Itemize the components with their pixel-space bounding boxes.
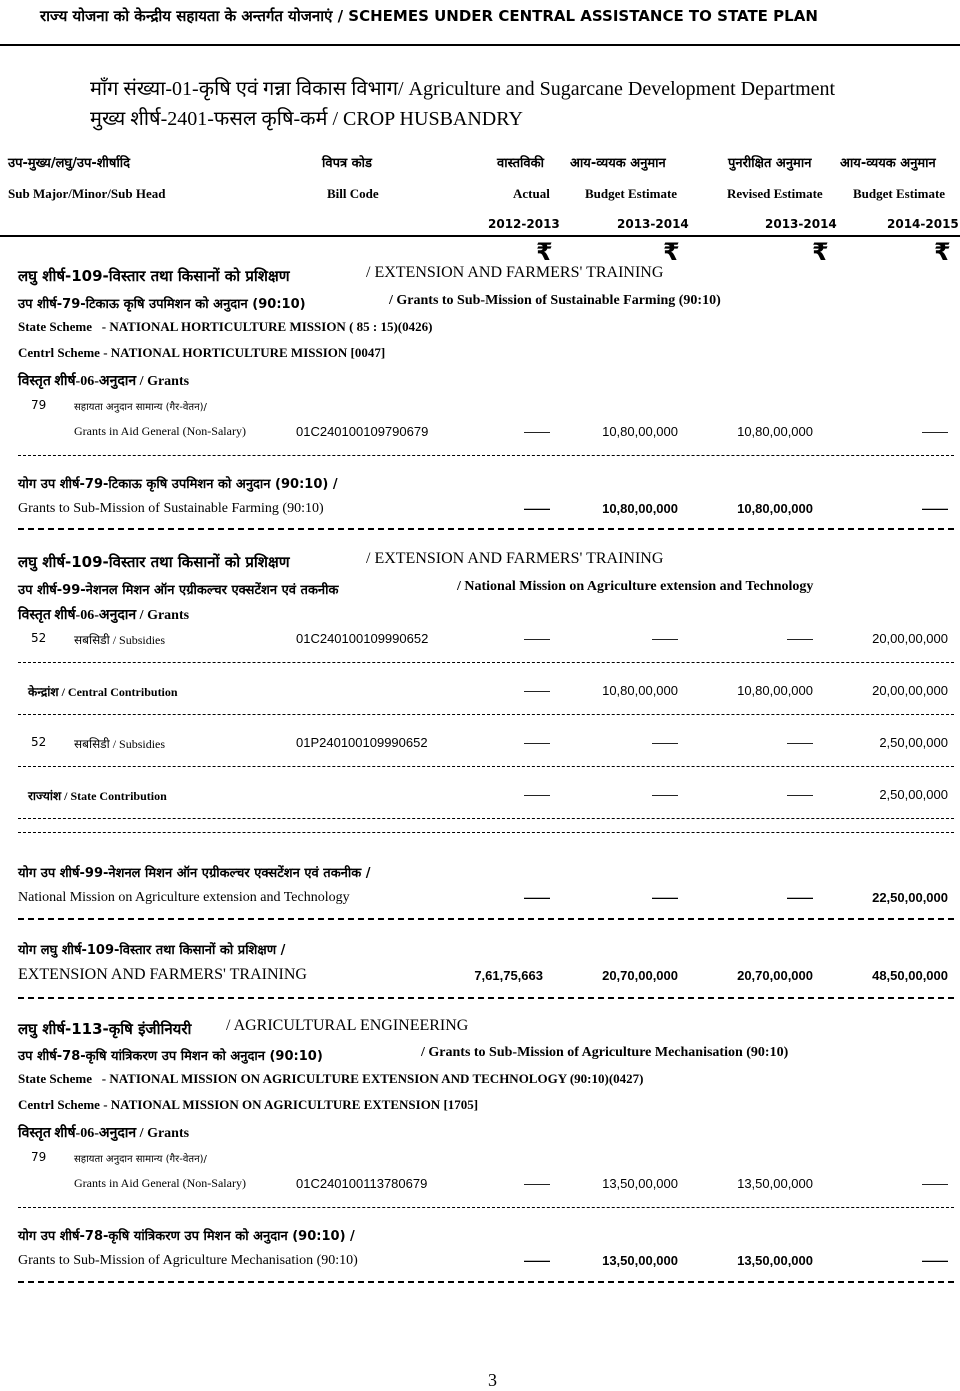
detail-head: विस्तृत शीर्ष-06-अनुदान / Grants — [18, 608, 190, 623]
dashed-rule-heavy — [18, 1281, 954, 1283]
total-be2: —— — [922, 1253, 948, 1268]
object-label-en: Grants in Aid General (Non-Salary) — [74, 424, 246, 438]
be2-value: 2,50,00,000 — [879, 735, 948, 750]
dashed-rule-heavy — [18, 918, 954, 920]
col-bill-hi: विपत्र कोड — [322, 156, 372, 171]
rupee-icon: ₹ — [934, 238, 951, 266]
sub-total-hi: योग उप शीर्ष-78-कृषि यांत्रिकरण उप मिशन को अनुदान (90:10) / — [18, 1229, 355, 1244]
actual-value: —— — [524, 683, 550, 698]
actual-value: —— — [524, 787, 550, 802]
object-label: सबसिडी / Subsidies — [74, 737, 166, 751]
re-value: 10,80,00,000 — [737, 683, 813, 698]
page-number: 3 — [488, 1370, 497, 1390]
object-label: केन्द्रांश / Central Contribution — [28, 685, 178, 699]
minor-head-en: / EXTENSION AND FARMERS' TRAINING — [366, 550, 664, 567]
centrl-scheme: Centrl Scheme - NATIONAL MISSION ON AGRICULTURE EXTENSION [1705] — [18, 1097, 479, 1112]
sub-total-en: Grants to Sub-Mission of Agriculture Mechanisation (90:10) — [18, 1253, 358, 1268]
dashed-rule — [18, 662, 954, 663]
be2-value: —— — [922, 1176, 948, 1191]
dashed-rule — [18, 1207, 954, 1208]
page-header: राज्य योजना को केन्द्रीय सहायता के अन्तर्गत योजनाएं / SCHEMES UNDER CENTRAL ASSISTANCE TO STATE PLAN — [40, 7, 818, 25]
actual-value: —— — [524, 631, 550, 646]
sub-total-hi: योग उप शीर्ष-99-नेशनल मिशन ऑन एग्रीकल्चर एक्सटेंशन एवं तकनीक / — [18, 866, 371, 881]
total-actual: —— — [524, 1253, 550, 1268]
total-re: 20,70,00,000 — [737, 968, 813, 983]
object-label-en: Grants in Aid General (Non-Salary) — [74, 1176, 246, 1190]
total-be2: 22,50,00,000 — [872, 890, 948, 905]
sub-head-hi: उप शीर्ष-78-कृषि यांत्रिकरण उप मिशन को अनुदान (90:10) — [18, 1049, 323, 1064]
object-label-hi: सहायता अनुदान सामान्य (गैर-वेतन)/ — [74, 1154, 207, 1165]
object-code: 79 — [31, 398, 47, 412]
be-value: —— — [652, 735, 678, 750]
total-re: —— — [787, 890, 813, 905]
col-actual-en: Actual — [513, 186, 550, 201]
dashed-rule — [18, 832, 954, 833]
header-rule — [0, 44, 960, 46]
total-be: 20,70,00,000 — [602, 968, 678, 983]
detail-head: विस्तृत शीर्ष-06-अनुदान / Grants — [18, 1126, 190, 1141]
dashed-rule — [18, 455, 954, 456]
be-value: 13,50,00,000 — [602, 1176, 678, 1191]
total-re: 10,80,00,000 — [737, 501, 813, 516]
total-re: 13,50,00,000 — [737, 1253, 813, 1268]
centrl-scheme: Centrl Scheme - NATIONAL HORTICULTURE MISSION [0047] — [18, 345, 386, 360]
total-actual: —— — [524, 501, 550, 516]
be2-value: 2,50,00,000 — [879, 787, 948, 802]
actual-value: —— — [524, 424, 550, 439]
be-value: —— — [652, 787, 678, 802]
be2-value: 20,00,00,000 — [872, 683, 948, 698]
total-be: 10,80,00,000 — [602, 501, 678, 516]
rupee-icon: ₹ — [663, 238, 680, 266]
bill-code: 01P240100109990652 — [296, 735, 428, 750]
col-be-en: Budget Estimate — [585, 186, 678, 201]
minor-head-hi: लघु शीर्ष-113-कृषि इंजीनियरी — [18, 1020, 192, 1038]
object-label: राज्यांश / State Contribution — [28, 789, 167, 803]
bill-code: 01C240100109990652 — [296, 631, 429, 646]
object-label: सबसिडी / Subsidies — [74, 633, 166, 647]
re-value: —— — [787, 631, 813, 646]
col-head-hi: उप-मुख्य/लघु/उप-शीर्षादि — [8, 156, 131, 171]
object-code: 79 — [31, 1150, 47, 1164]
total-be2: 48,50,00,000 — [872, 968, 948, 983]
total-be2: —— — [922, 501, 948, 516]
minor-head-en: / AGRICULTURAL ENGINEERING — [226, 1017, 469, 1034]
state-scheme: State Scheme - NATIONAL HORTICULTURE MISSION ( 85 : 15)(0426) — [18, 319, 433, 334]
col-be2-en: Budget Estimate — [853, 186, 946, 201]
object-code: 52 — [31, 631, 47, 645]
sub-head-hi: उप शीर्ष-99-नेशनल मिशन ऑन एग्रीकल्चर एक्सटेंशन एवं तकनीक — [18, 583, 339, 598]
re-value: —— — [787, 735, 813, 750]
detail-head: विस्तृत शीर्ष-06-अनुदान / Grants — [18, 374, 190, 389]
columns-rule — [0, 235, 960, 237]
dashed-rule-heavy — [18, 997, 954, 999]
minor-head-hi: लघु शीर्ष-109-विस्तार तथा किसानों को प्रशिक्षण — [18, 553, 290, 571]
col-be2-year: 2014-2015 — [887, 217, 959, 231]
col-be-year: 2013-2014 — [617, 217, 689, 231]
col-re-en: Revised Estimate — [727, 186, 823, 201]
object-label-hi: सहायता अनुदान सामान्य (गैर-वेतन)/ — [74, 402, 207, 413]
rupee-icon: ₹ — [812, 238, 829, 266]
total-actual: 7,61,75,663 — [474, 968, 543, 983]
demand-title: माँग संख्या-01-कृषि एवं गन्ना विकास विभाग/ Agriculture and Sugarcane Development Department — [90, 78, 836, 100]
col-re-hi: पुनरीक्षित अनुमान — [728, 156, 812, 171]
sub-total-en: Grants to Sub-Mission of Sustainable Farming (90:10) — [18, 501, 324, 516]
col-actual-hi: वास्तविकी — [497, 156, 545, 171]
re-value: 10,80,00,000 — [737, 424, 813, 439]
state-scheme: State Scheme - NATIONAL MISSION ON AGRICULTURE EXTENSION AND TECHNOLOGY (90:10)(0427) — [18, 1071, 644, 1086]
total-actual: —— — [524, 890, 550, 905]
rupee-icon: ₹ — [536, 238, 553, 266]
total-be: —— — [652, 890, 678, 905]
be-value: —— — [652, 631, 678, 646]
col-head-en: Sub Major/Minor/Sub Head — [8, 186, 166, 201]
col-be2-hi: आय-व्ययक अनुमान — [840, 156, 936, 171]
major-head: मुख्य शीर्ष-2401-फसल कृषि-कर्म / CROP HUSBANDRY — [90, 108, 523, 130]
be2-value: 20,00,00,000 — [872, 631, 948, 646]
sub-head-en: / National Mission on Agriculture extension and Technology — [457, 579, 814, 594]
col-actual-year: 2012-2013 — [488, 217, 560, 231]
dashed-rule — [18, 714, 954, 715]
dashed-rule — [18, 818, 954, 819]
bill-code: 01C240100109790679 — [296, 424, 429, 439]
be-value: 10,80,00,000 — [602, 683, 678, 698]
minor-total-en: EXTENSION AND FARMERS' TRAINING — [18, 966, 307, 983]
actual-value: —— — [524, 1176, 550, 1191]
re-value: 13,50,00,000 — [737, 1176, 813, 1191]
minor-head-hi: लघु शीर्ष-109-विस्तार तथा किसानों को प्रशिक्षण — [18, 267, 290, 285]
total-be: 13,50,00,000 — [602, 1253, 678, 1268]
col-be-hi: आय-व्ययक अनुमान — [570, 156, 666, 171]
col-re-year: 2013-2014 — [765, 217, 837, 231]
dashed-rule — [18, 766, 954, 767]
sub-head-en: / Grants to Sub-Mission of Agriculture Mechanisation (90:10) — [421, 1045, 789, 1060]
minor-total-hi: योग लघु शीर्ष-109-विस्तार तथा किसानों को प्रशिक्षण / — [18, 943, 286, 958]
minor-head-en: / EXTENSION AND FARMERS' TRAINING — [366, 264, 664, 281]
re-value: —— — [787, 787, 813, 802]
object-code: 52 — [31, 735, 47, 749]
be2-value: —— — [922, 424, 948, 439]
sub-head-en: / Grants to Sub-Mission of Sustainable Farming (90:10) — [389, 293, 721, 308]
bill-code: 01C240100113780679 — [296, 1176, 428, 1191]
dashed-rule-heavy — [18, 528, 954, 530]
be-value: 10,80,00,000 — [602, 424, 678, 439]
sub-total-hi: योग उप शीर्ष-79-टिकाऊ कृषि उपमिशन को अनुदान (90:10) / — [18, 477, 338, 492]
actual-value: —— — [524, 735, 550, 750]
sub-head-hi: उप शीर्ष-79-टिकाऊ कृषि उपमिशन को अनुदान (90:10) — [18, 297, 306, 312]
col-bill-en: Bill Code — [327, 186, 379, 201]
sub-total-en: National Mission on Agriculture extension and Technology — [18, 890, 350, 905]
